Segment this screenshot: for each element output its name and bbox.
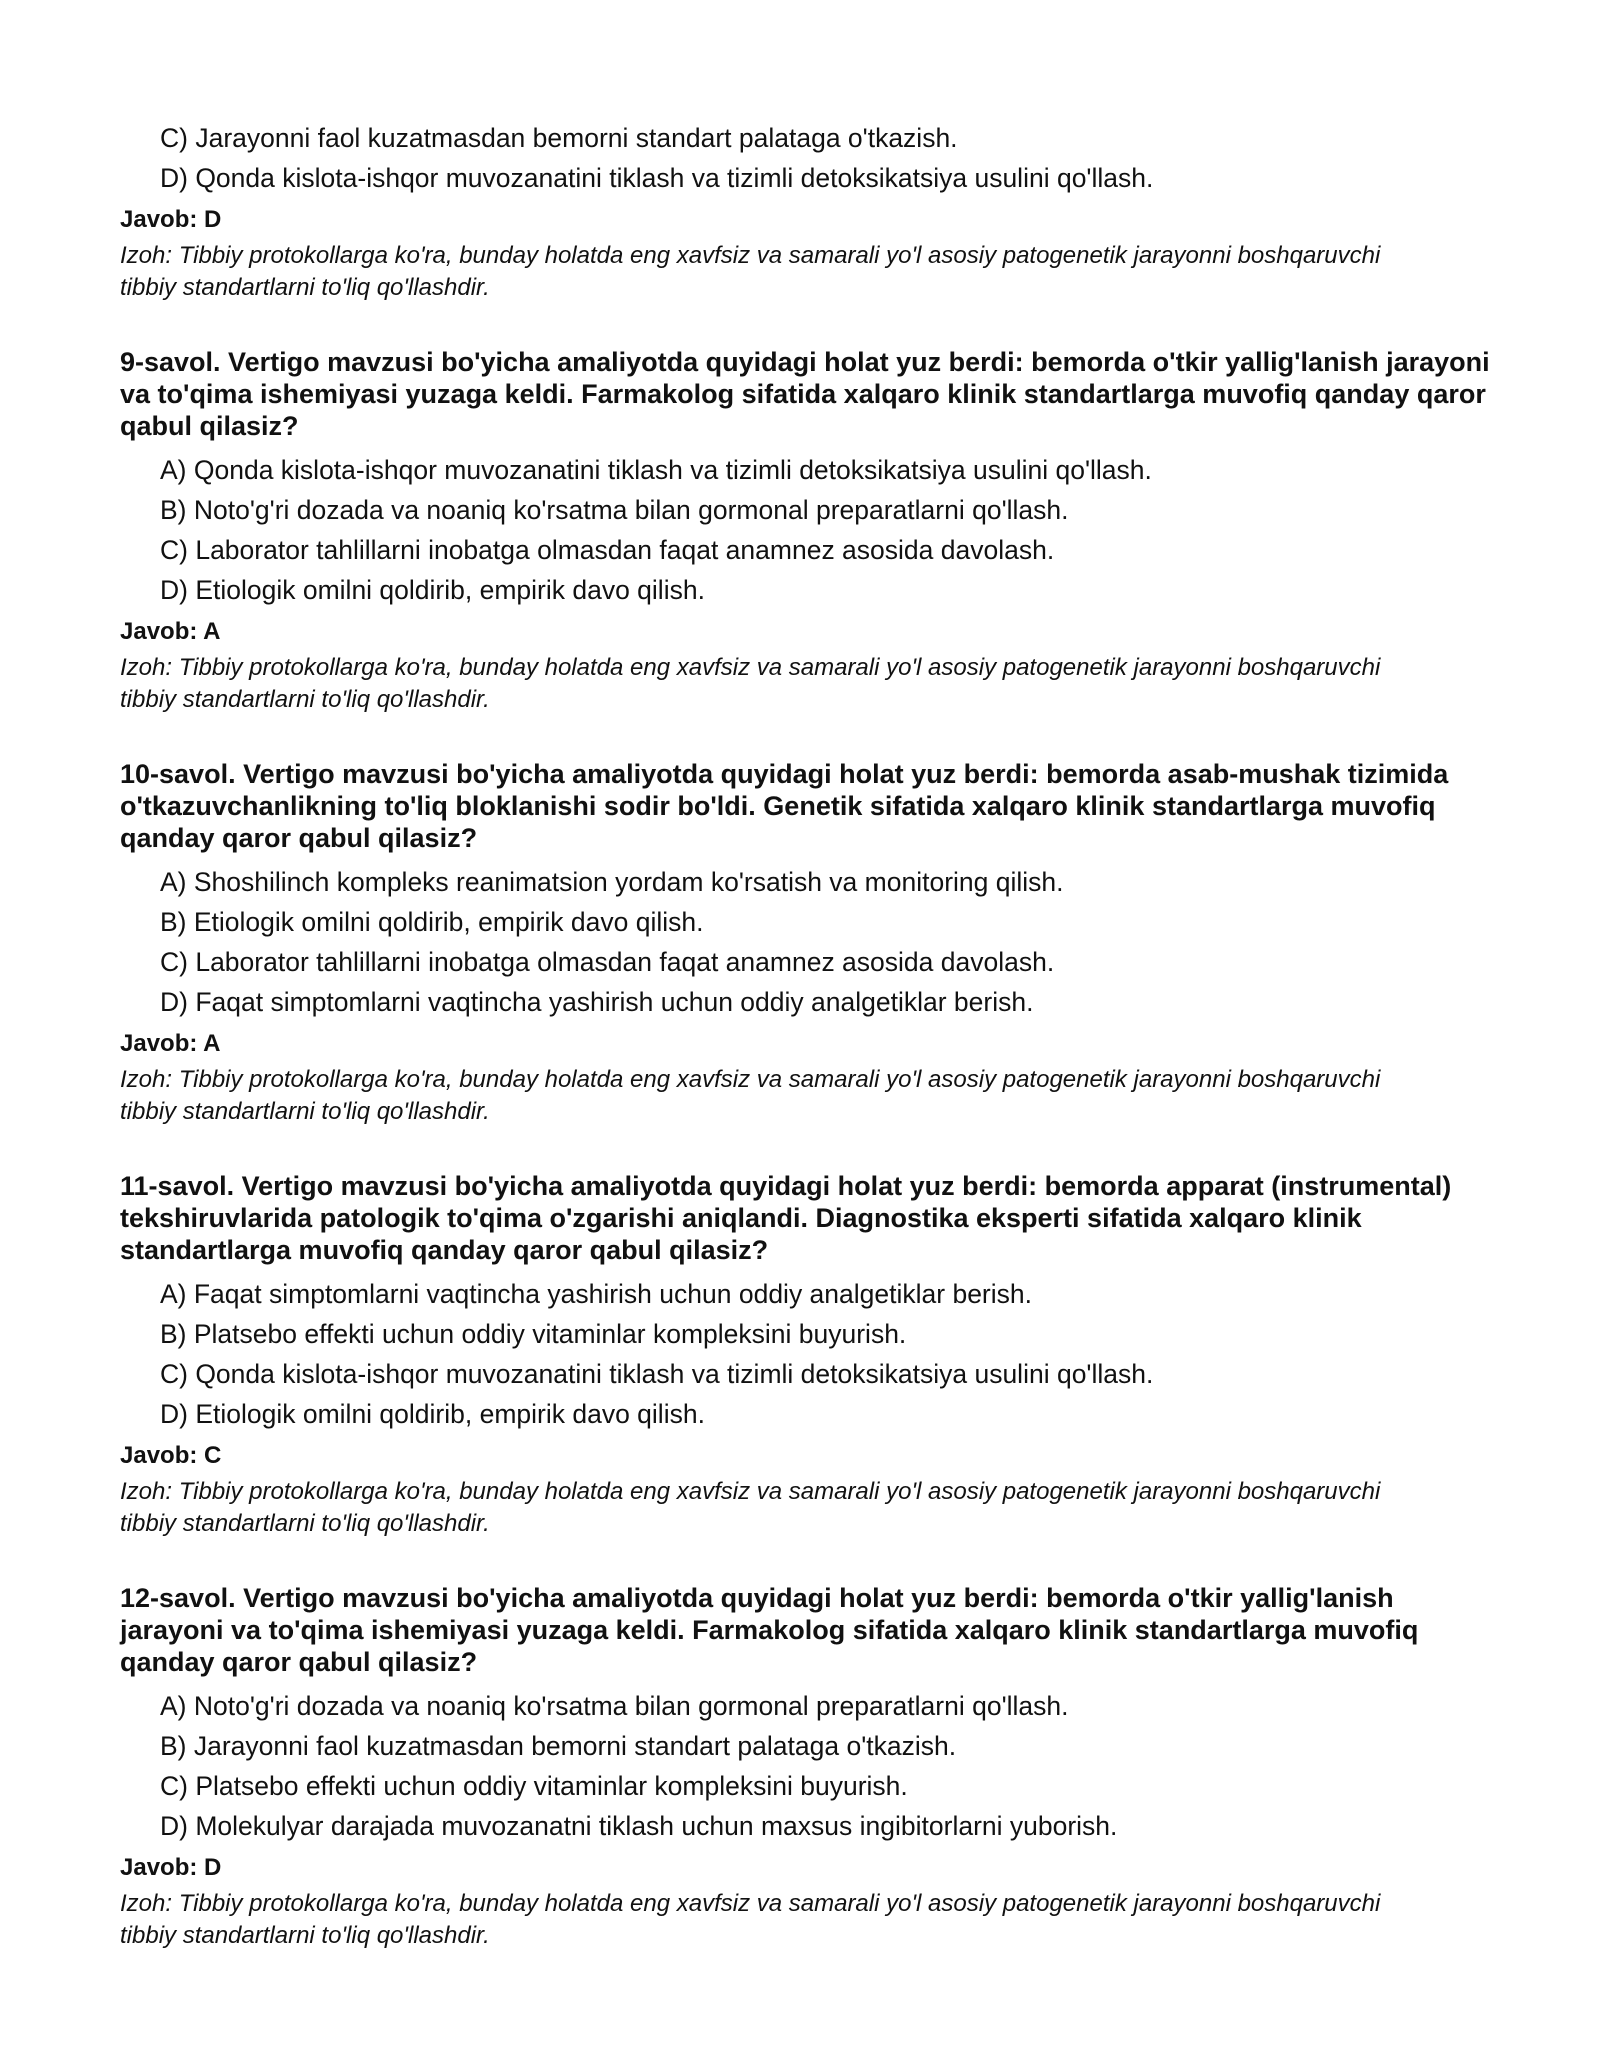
correct-answer: Javob: D [120,1854,222,1881]
answer-option-d: D) Etiologik omilni qoldirib, empirik davo qilish. [160,1399,705,1429]
answer-option-d: D) Etiologik omilni qoldirib, empirik davo qilish. [160,575,705,605]
question-text: 9-savol. Vertigo mavzusi bo'yicha amaliyotda quyidagi holat yuz berdi: bemorda o'tkir yallig'lanish jarayoni va to'qima ishemiyasi yuzaga keldi. Farmakolog sifatida xalqaro klinik standartlarga muvofiq qanday qaror qabul qilasiz? [120,347,1490,441]
correct-answer: Javob: A [120,1030,221,1057]
answer-option-a: A) Shoshilinch kompleks reanimatsion yordam ko'rsatish va monitoring qilish. [160,867,1064,897]
question-continuation [120,118,1490,304]
answer-option-a: A) Noto'g'ri dozada va noaniq ko'rsatma bilan gormonal preparatlarni qo'llash. [160,1691,1069,1721]
answer-option-c: C) Platsebo effekti uchun oddiy vitaminlar kompleksini buyurish. [160,1771,908,1801]
correct-answer: Javob: A [120,618,221,645]
answer-option-b: B) Platsebo effekti uchun oddiy vitaminlar kompleksini buyurish. [160,1319,907,1349]
explanation-note: Izoh: Tibbiy protokollarga ko'ra, bunday holatda eng xavfsiz va samarali yo'l asosiy patogenetik jarayonni boshqaruvchi tibbiy standartlarni to'liq qo'llashdir. [120,1890,1381,1949]
question-block-12 [120,1582,1490,1952]
question-text: 10-savol. Vertigo mavzusi bo'yicha amaliyotda quyidagi holat yuz berdi: bemorda asab-mushak tizimida o'tkazuvchanlikning to'liq bloklanishi sodir bo'ldi. Genetik sifatida xalqaro klinik standartlarga muvofiq qanday qaror qabul qilasiz? [120,759,1449,853]
answer-option-c: C) Laborator tahlillarni inobatga olmasdan faqat anamnez asosida davolash. [160,535,1055,565]
correct-answer: Javob: C [120,1442,222,1469]
explanation-note: Izoh: Tibbiy protokollarga ko'ra, bunday holatda eng xavfsiz va samarali yo'l asosiy patogenetik jarayonni boshqaruvchi tibbiy standartlarni to'liq qo'llashdir. [120,654,1381,713]
answer-option-c: C) Jarayonni faol kuzatmasdan bemorni standart palataga o'tkazish. [160,123,958,153]
question-block-10 [120,758,1490,1128]
explanation-note: Izoh: Tibbiy protokollarga ko'ra, bunday holatda eng xavfsiz va samarali yo'l asosiy patogenetik jarayonni boshqaruvchi tibbiy standartlarni to'liq qo'llashdir. [120,242,1381,301]
question-block-11 [120,1170,1490,1540]
answer-option-b: B) Etiologik omilni qoldirib, empirik davo qilish. [160,907,704,937]
explanation-note: Izoh: Tibbiy protokollarga ko'ra, bunday holatda eng xavfsiz va samarali yo'l asosiy patogenetik jarayonni boshqaruvchi tibbiy standartlarni to'liq qo'llashdir. [120,1478,1381,1537]
answer-option-d: D) Faqat simptomlarni vaqtincha yashirish uchun oddiy analgetiklar berish. [160,987,1034,1017]
correct-answer: Javob: D [120,206,222,233]
answer-option-a: A) Qonda kislota-ishqor muvozanatini tiklash va tizimli detoksikatsiya usulini qo'llash. [160,455,1152,485]
answer-option-d: D) Qonda kislota-ishqor muvozanatini tiklash va tizimli detoksikatsiya usulini qo'llash. [160,163,1154,193]
answer-option-d: D) Molekulyar darajada muvozanatni tiklash uchun maxsus ingibitorlarni yuborish. [160,1811,1118,1841]
question-text: 12-savol. Vertigo mavzusi bo'yicha amaliyotda quyidagi holat yuz berdi: bemorda o'tkir yallig'lanish jarayoni va to'qima ishemiyasi yuzaga keldi. Farmakolog sifatida xalqaro klinik standartlarga muvofiq qanday qaror qabul qilasiz? [120,1583,1419,1677]
answer-option-b: B) Jarayonni faol kuzatmasdan bemorni standart palataga o'tkazish. [160,1731,957,1761]
answer-option-b: B) Noto'g'ri dozada va noaniq ko'rsatma bilan gormonal preparatlarni qo'llash. [160,495,1069,525]
answer-option-c: C) Laborator tahlillarni inobatga olmasdan faqat anamnez asosida davolash. [160,947,1055,977]
explanation-note: Izoh: Tibbiy protokollarga ko'ra, bunday holatda eng xavfsiz va samarali yo'l asosiy patogenetik jarayonni boshqaruvchi tibbiy standartlarni to'liq qo'llashdir. [120,1066,1381,1125]
question-text: 11-savol. Vertigo mavzusi bo'yicha amaliyotda quyidagi holat yuz berdi: bemorda apparat (instrumental) tekshiruvlarida patologik to'qima o'zgarishi aniqlandi. Diagnostika eksperti sifatida xalqaro klinik standartlarga muvofiq qanday qaror qabul qilasiz? [120,1171,1452,1265]
answer-option-c: C) Qonda kislota-ishqor muvozanatini tiklash va tizimli detoksikatsiya usulini qo'llash. [160,1359,1154,1389]
answer-option-a: A) Faqat simptomlarni vaqtincha yashirish uchun oddiy analgetiklar berish. [160,1279,1032,1309]
question-block-9 [120,346,1490,716]
